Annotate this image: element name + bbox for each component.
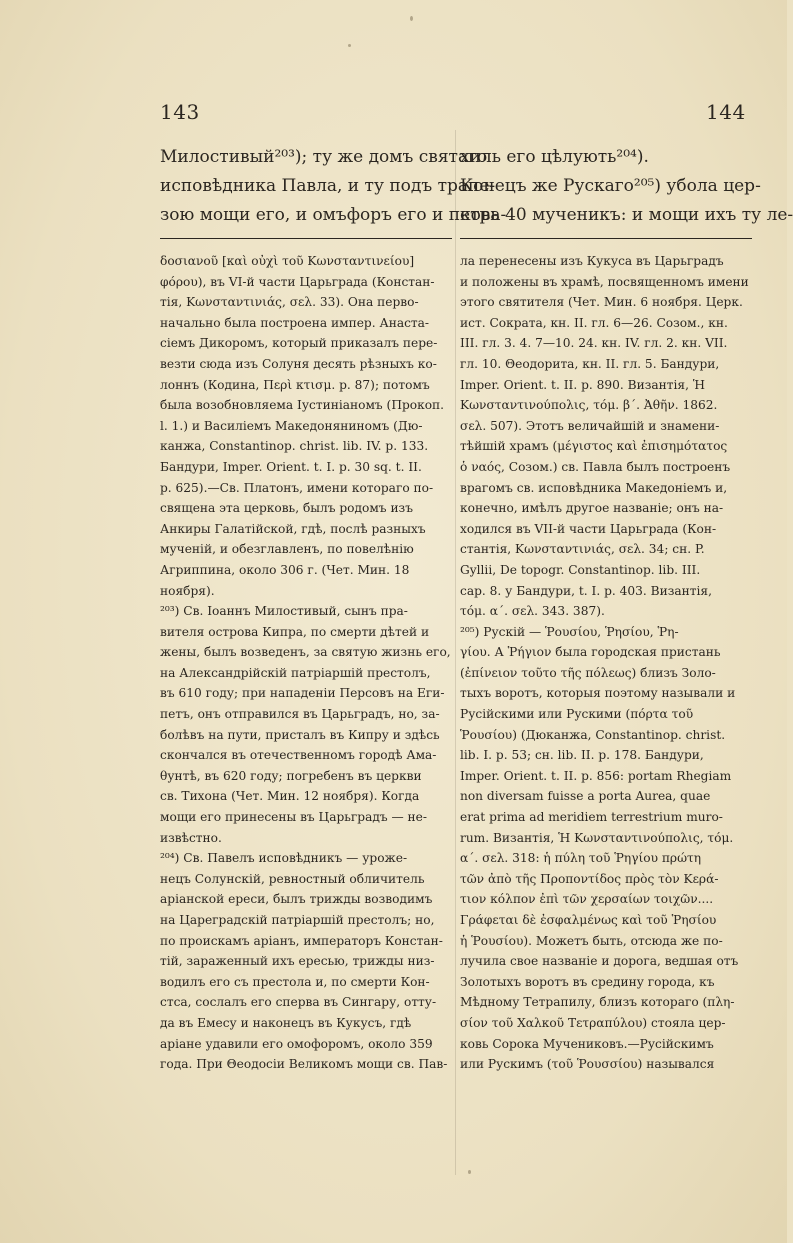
footnote-line: тыхъ воротъ, которыя поэтому называли и bbox=[460, 686, 736, 701]
right-main-text bbox=[460, 143, 793, 230]
footnote-line: ἡ Ῥουσίου). Можетъ быть, отсюда же по- bbox=[460, 933, 723, 948]
left-main-text bbox=[160, 143, 507, 230]
footnote-line: rum. Византія, Ἡ Κωνσταντινούπολις, τόμ. bbox=[460, 830, 734, 845]
footnote-line: водилъ его съ престола и, по смерти Кон- bbox=[160, 974, 430, 989]
footnote-line: σελ. 507). Этотъ величайшій и знамени- bbox=[460, 418, 720, 433]
text-line: ковь 40 мученикъ: и мощи ихъ ту ле- bbox=[460, 205, 793, 225]
footnote-line: τιον κόλπον ἐπὶ τῶν χερσαίων τοιχῶν.... bbox=[460, 892, 714, 907]
footnote-line: ²⁰³) Св. Іоаннъ Милостивый, сынъ пра- bbox=[160, 604, 408, 619]
footnote-line: ²⁰⁴) Св. Павелъ исповѣдникъ — уроже- bbox=[160, 851, 408, 866]
footnote-line: Русійскими или Рускими (πόρτα τοῦ bbox=[460, 707, 694, 722]
footnote-line: этого святителя (Чет. Мин. 6 ноября. Церк. bbox=[460, 295, 743, 310]
footnote-line: въ 610 году; при нападеніи Персовъ на Еги- bbox=[160, 686, 445, 701]
footnote-line: l. 1.) и Василіемъ Македоняниномъ (Дю- bbox=[160, 418, 423, 433]
footnote-line: (ἐπίνειον τοῦτο τῆς πόλεως) близъ Золо- bbox=[460, 665, 716, 680]
footnote-line: лоннъ (Кодина, Περὶ κτισμ. p. 87); потомъ bbox=[160, 377, 430, 392]
text-line: зою мощи его, и омъфоръ его и петра- bbox=[160, 205, 507, 225]
footnote-line: Агриппина, около 306 г. (Чет. Мин. 18 bbox=[160, 562, 410, 577]
footnote-line: ходился въ VII-й части Царьграда (Кон- bbox=[460, 521, 717, 536]
footnote-line: Бандури, Imper. Orient. t. I. p. 30 sq. t. II. bbox=[160, 459, 422, 474]
footnote-line: была возобновляема Іустиніаномъ (Прокоп. bbox=[160, 398, 445, 413]
footnote-line: p. 625).—Св. Платонъ, имени котораго по- bbox=[160, 480, 434, 495]
text-line: хиль его цѣлують²⁰⁴). bbox=[460, 147, 649, 167]
footnote-line: канжа, Constantinop. christ. lib. IV. p. 133. bbox=[160, 439, 429, 454]
footnote-line: мощи его принесены въ Царьградъ — не- bbox=[160, 810, 427, 825]
footnote-line: да въ Емесу и наконецъ въ Кукусъ, гдѣ bbox=[160, 1015, 412, 1030]
footnote-line: non diversam fuisse a porta Aurea, quae bbox=[460, 789, 711, 804]
footnote-line: α΄. σελ. 318: ἡ πύλη τοῦ Ῥηγίου πρώτη bbox=[460, 851, 702, 866]
footnote-line: Золотыхъ воротъ въ средину города, къ bbox=[460, 974, 715, 989]
footnote-line: и положены въ храмѣ, посвященномъ имени bbox=[460, 274, 749, 289]
page-gutter bbox=[455, 130, 456, 1175]
footnote-line: ист. Сократа, кн. II. гл. 6—26. Созом., кн. bbox=[460, 315, 728, 330]
footnote-line: петъ, онъ отправился въ Царьградъ, но, за- bbox=[160, 707, 440, 722]
footnote-line: Κωνσταντινούπολις, τόμ. β΄. Ἀθῆν. 1862. bbox=[460, 398, 718, 413]
footnote-line: священа эта церковь, былъ родомъ изъ bbox=[160, 501, 413, 516]
page-number-left: 143 bbox=[160, 100, 200, 124]
footnote-line: γίου. А Ῥήγιον была городская пристань bbox=[460, 645, 721, 660]
text-line: исповѣдника Павла, и ту подъ трапе- bbox=[160, 176, 496, 196]
footnote-line: σίον τοῦ Χαλκοῦ Τετραπύλου) стояла цер- bbox=[460, 1015, 726, 1030]
footnote-line: Ῥουσίου) (Дюканжа, Constantinop. christ. bbox=[460, 727, 726, 742]
footnote-line: Imper. Orient. t. II. p. 890. Византія, Ἡ bbox=[460, 377, 705, 392]
footnote-line: Gyllii, De topogr. Constantinop. lib. III. bbox=[460, 562, 701, 577]
footnote-line: года. При Θеодосіи Великомъ мощи св. Пав- bbox=[160, 1057, 448, 1072]
footnote-line: Γράφεται δὲ ἐσφαλμένως καὶ τοῦ Ῥησίου bbox=[460, 913, 717, 927]
footnote-divider-right bbox=[460, 238, 752, 239]
footnote-line: или Рускимъ (τοῦ Ῥουσσίου) назывался bbox=[460, 1057, 715, 1072]
footnote-line: мученій, и обезглавленъ, по повелѣнію bbox=[160, 542, 414, 557]
footnote-line: болѣвъ на пути, присталъ въ Кипру и здѣсь bbox=[160, 727, 440, 742]
footnote-line: φόρου), въ VI-й части Царьграда (Констан- bbox=[160, 274, 435, 289]
footnote-line: на Цареградскій патріаршій престолъ; но, bbox=[160, 913, 435, 927]
footnote-line: ²⁰⁵) Рускій — Ῥουσίου, Ῥησίου, Ῥη- bbox=[460, 624, 679, 639]
footnote-line: врагомъ св. исповѣдника Македоніемъ и, bbox=[460, 480, 728, 495]
footnote-line: τόμ. α΄. σελ. 343. 387). bbox=[460, 604, 605, 619]
footnote-line: ла перенесены изъ Кукуса въ Царьградъ bbox=[460, 254, 724, 268]
footnote-line: начально была построена импер. Анаста- bbox=[160, 315, 430, 330]
footnote-line: извѣстно. bbox=[160, 830, 222, 845]
footnote-line: на Александрійскій патріаршій престолъ, bbox=[160, 665, 431, 680]
footnote-line: τῶν ἀπὸ τῆς Προποντίδος πρὸς τὸν Κερά- bbox=[460, 871, 719, 886]
footnote-divider-left bbox=[160, 238, 452, 239]
footnote-line: ноября). bbox=[160, 583, 215, 598]
footnote-line: по проискамъ аріанъ, императоръ Констан- bbox=[160, 933, 443, 948]
footnote-line: жены, былъ возведенъ, за святую жизнь его, bbox=[160, 645, 451, 660]
footnote-line: аріане удавили его омофоромъ, около 359 bbox=[160, 1036, 433, 1051]
footnote-line: стантія, Κωνσταντινιάς, σελ. 34; сн. P. bbox=[460, 542, 705, 557]
footnote-line: аріанской ереси, былъ трижды возводимъ bbox=[160, 892, 433, 907]
footnote-line: θунтѣ, въ 620 году; погребенъ въ церкви bbox=[160, 768, 422, 783]
footnote-line: Мѣдному Тетрапилу, близъ котораго (πλη- bbox=[460, 995, 735, 1010]
footnote-line: Анкиры Галатійской, гдѣ, послѣ разныхъ bbox=[160, 521, 426, 536]
footnote-line: нецъ Солунскій, ревностный обличитель bbox=[160, 871, 425, 886]
footnote-line: скончался въ отечественномъ городѣ Ама- bbox=[160, 748, 437, 763]
footnote-line: сіемъ Дикоромъ, который приказалъ пере- bbox=[160, 336, 438, 351]
footnote-line: ὁ ναός, Созом.) св. Павла былъ построенъ bbox=[460, 459, 731, 474]
text-line: Милостивый²⁰³); ту же домъ святаго bbox=[160, 147, 488, 167]
footnote-line: Imper. Orient. t. II. p. 856: portam Rhegiam bbox=[460, 768, 732, 783]
footnote-line: вителя острова Кипра, по смерти дѣтей и bbox=[160, 624, 430, 639]
footnote-line: III. гл. 3. 4. 7—10. 24. кн. IV. гл. 2. кн. VII. bbox=[460, 336, 728, 351]
paper-speck bbox=[410, 16, 413, 21]
left-footnotes bbox=[160, 251, 452, 1075]
footnote-line: ковь Сорока Мучениковъ.—Русійскимъ bbox=[460, 1036, 714, 1051]
footnote-line: тѣйшій храмъ (μέγιστος καὶ ἐπισημότατος bbox=[460, 439, 728, 454]
paper-speck bbox=[468, 1170, 471, 1174]
paper-speck bbox=[348, 44, 351, 47]
right-footnotes bbox=[460, 251, 752, 1075]
footnote-line: lib. I. p. 53; сн. lib. II. p. 178. Бандури, bbox=[460, 748, 704, 763]
footnote-line: св. Тихона (Чет. Мин. 12 ноября). Когда bbox=[160, 789, 420, 804]
footnote-line: стса, сослалъ его сперва въ Сингару, отту- bbox=[160, 995, 437, 1010]
footnote-line: везти сюда изъ Солуня десять рѣзныхъ ко- bbox=[160, 356, 437, 371]
footnote-line: erat prima ad meridiem terrestrium muro- bbox=[460, 810, 723, 825]
footnote-line: тія, Κωνσταντινιάς, σελ. 33). Она перво- bbox=[160, 295, 419, 310]
footnote-line: лучила свое названіе и дорога, ведшая отъ bbox=[460, 954, 739, 969]
text-line: Конецъ же Рускаго²⁰⁵) убола цер- bbox=[460, 176, 761, 196]
page-number-right: 144 bbox=[706, 100, 746, 124]
footnote-line: δοσιανοῦ [καὶ οὐχὶ τοῦ Κωνσταντινείου] bbox=[160, 254, 415, 268]
footnote-line: гл. 10. Θеодорита, кн. II. гл. 5. Бандури, bbox=[460, 356, 720, 371]
footnote-line: cap. 8. у Бандури, t. I. p. 403. Византія, bbox=[460, 583, 712, 598]
footnote-line: тій, зараженный ихъ ересью, трижды низ- bbox=[160, 954, 435, 969]
footnote-line: конечно, имѣлъ другое названіе; онъ на- bbox=[460, 501, 724, 516]
